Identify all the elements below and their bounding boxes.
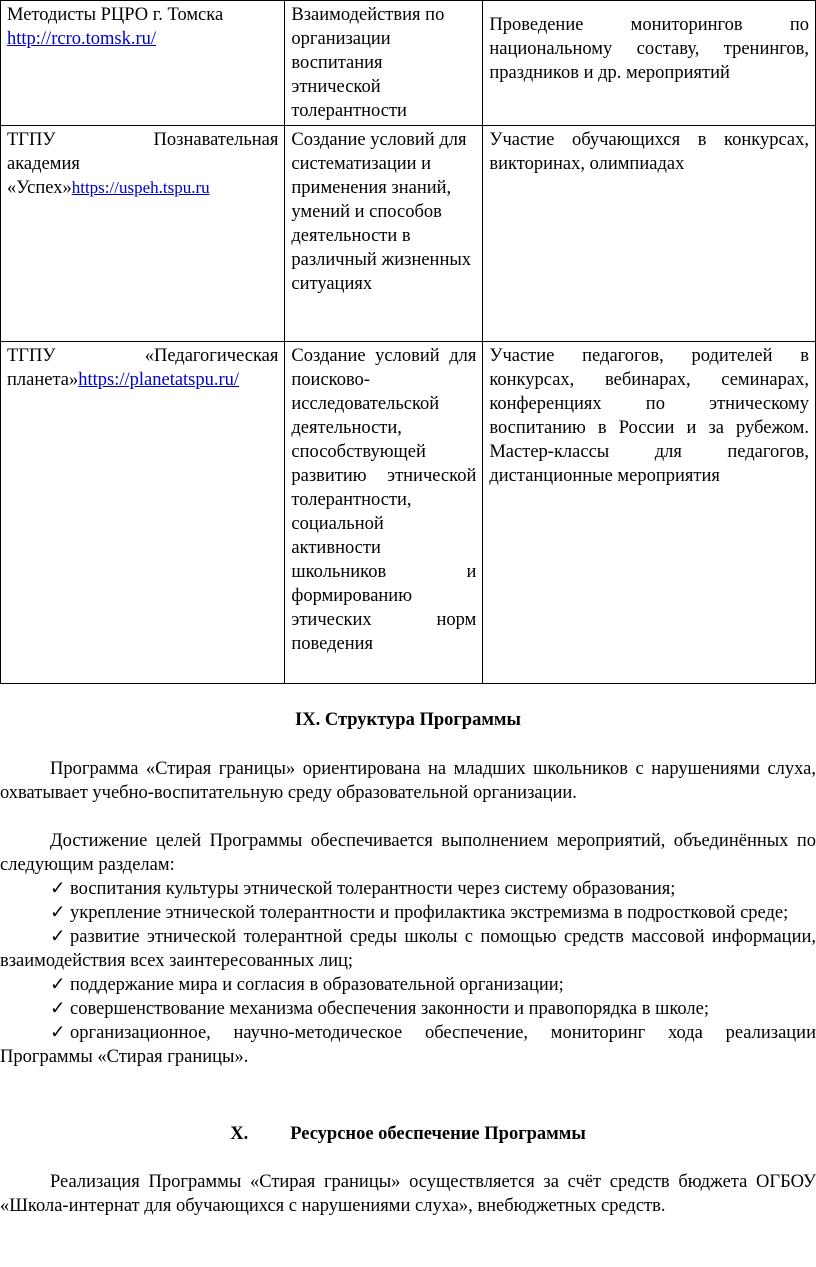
org-link[interactable]: https://planetatspu.ru/ [78,370,240,390]
table-row [1,342,816,684]
org-link[interactable]: http://rcro.tomsk.ru/ [7,29,157,49]
checkmark-icon: ✓ [50,999,66,1019]
section-9-paragraph: Достижение целей Программы обеспечивается выполнением мероприятий, объединённых по следующим разделам: [0,831,816,875]
checkmark-icon: ✓ [50,927,66,947]
checkmark-icon: ✓ [50,879,66,899]
activity-cell [483,342,816,684]
goal-cell [285,1,483,126]
activity-text: Участие педагогов, родителей в конкурсах, вебинарах, семинарах, конференциях по этническому воспитанию в России и за рубежом. Мастер-классы для педагогов, дистанционные мероприятия [489,346,809,486]
org-name-cont: планета» [7,370,79,390]
checkmark-icon: ✓ [50,1023,66,1043]
section-10-paragraph: Реализация Программы «Стирая границы» осуществляется за счёт средств бюджета ОГБОУ «Школа-интернат для обучающихся с нарушениями слуха», внебюджетных средств. [0,1172,816,1216]
section-9-list [0,877,816,1069]
activity-text: Участие обучающихся в конкурсах, викторинах, олимпиадах [489,130,809,174]
org-name: Методисты РЦРО г. Томска [7,5,224,25]
goal-text: Создание условий для поисково-исследовательской деятельности, способствующей развитию этнической толерантности, социальной активности школьников и формированию этических норм поведения [291,346,477,654]
table-row [1,126,816,342]
section-10-title [0,1124,816,1145]
table-row [1,1,816,126]
section-10-number: X. [230,1124,249,1144]
goal-cell [285,342,483,684]
org-cell [1,1,285,126]
org-name: ТГПУ «Педагогическая [7,346,279,366]
goal-text: Взаимодействия по организации воспитания этнической толерантности [291,5,445,121]
list-item: ✓ организационное, научно-методическое обеспечение, мониторинг хода реализации Программы «Стирая границы». [0,1023,816,1067]
org-cell [1,342,285,684]
checkmark-icon: ✓ [50,903,66,923]
list-item: ✓ совершенствование механизма обеспечения законности и правопорядка в школе; [50,999,709,1019]
org-link[interactable]: https://uspeh.tspu.ru [71,178,210,197]
activity-cell [483,1,816,126]
org-name: ТГПУ Познавательная [7,130,279,150]
goal-text: Создание условий для систематизации и применения знаний, умений и способов деятельности в различный жизненных ситуациях [291,130,472,294]
list-item: ✓ развитие этнической толерантной среды школы с помощью средств массовой информации, взаимодействия всех заинтересованных лиц; [0,927,816,971]
org-name-cont: академия [7,154,80,174]
list-item: ✓ поддержание мира и согласия в образовательной организации; [50,975,564,995]
list-item: ✓ укрепление этнической толерантности и профилактика экстремизма в подростковой среде; [50,903,789,923]
goal-cell [285,126,483,342]
section-9-title: IX. Структура Программы [295,710,521,730]
org-cell [1,126,285,342]
section-10-title-text: Ресурсное обеспечение Программы [290,1124,586,1144]
org-name-quote: «Успех» [7,178,72,198]
list-item: ✓ воспитания культуры этнической толерантности через систему образования; [50,879,676,899]
activity-cell [483,126,816,342]
checkmark-icon: ✓ [50,975,66,995]
activity-text: Проведение мониторингов по национальному составу, тренингов, праздников и др. мероприятий [489,15,809,83]
section-9-paragraph: Программа «Стирая границы» ориентирована на младших школьников с нарушениями слуха, охватывает учебно-воспитательную среду образовательной организации. [0,759,816,803]
